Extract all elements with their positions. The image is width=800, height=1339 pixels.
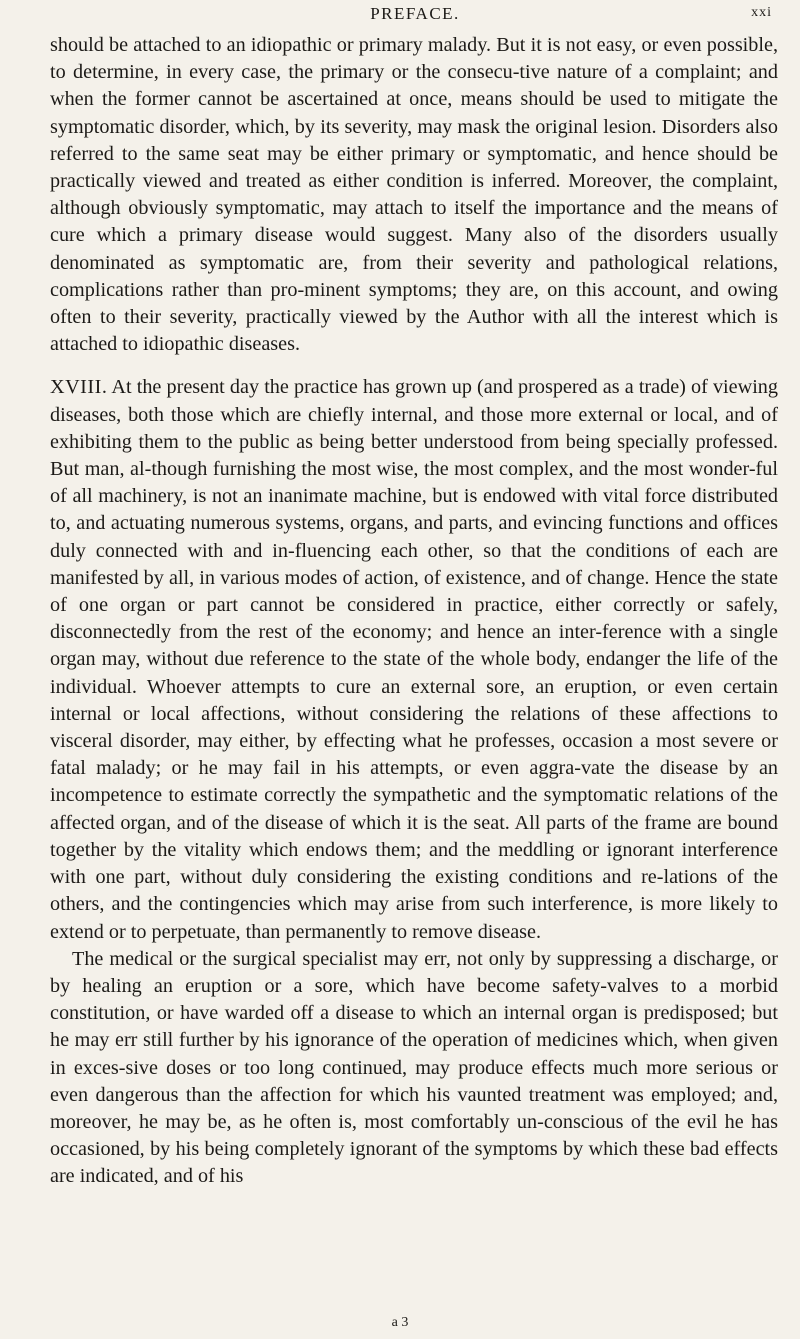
body-text [50,32,778,1191]
paragraph-continuation: should be attached to an idiopathic or primary malady. But it is not easy, or even possible, to determine, in every case, the primary or the consecu-tive nature of a complaint; and when the former cannot be ascertained at once, means should be used to mitigate the symptomatic disorder, which, by its severity, may mask the original lesion. Disorders also referred to the same seat may be either primary or symptomatic, and hence should be practically viewed and treated as either condition is inferred. Moreover, the complaint, although obviously symptomatic, may attach to itself the importance and the means of cure which a primary disease would suggest. Many also of the disorders usually denominated as symptomatic are, from their severity and pathological relations, complications rather than pro-minent symptoms; they are, on this account, and owing often to their severity, practically viewed by the Author with all the interest which is attached to idiopathic diseases. [50,34,778,356]
page-number: xxi [751,5,772,20]
signature-mark: a 3 [391,1315,409,1330]
page-header [50,4,780,28]
paragraph-specialist: The medical or the surgical specialist may err, not only by suppressing a discharge, or by healing an eruption or a sore, which have become safety-valves to a morbid constitution, or have warded off a disease to which an internal organ is predisposed; but he may err still further by his ignorance of the operation of medicines which, when given in exces-sive doses or too long continued, may produce effects much more serious or even dangerous than the affection for which his vaunted treatment was employed; and, moreover, he may be, as he often is, most comfortably un-conscious of the evil he has occasioned, by his being completely ignorant of the symptoms by which these bad effects are indicated, and of his [50,947,778,1188]
running-title: PREFACE. [370,4,460,23]
section-number: XVIII. [50,376,108,399]
section-text: At the present day the practice has grown up (and prospered as a trade) of viewing diseases, both those which are chiefly internal, and those more external or local, and of exhibiting them to the public as being better understood from being specially professed. But man, al-though furnishing the most wise, the most complex, and the most wonder-ful of all machinery, is not an inanimate machine, but is endowed with vital force distributed to, and actuating numerous systems, organs, and parts, and evincing functions and offices duly connected with and in-fluencing each other, so that the conditions of each are manifested by all, in various modes of action, of existence, and of change. Hence the state of one organ or part cannot be considered in practice, either correctly or safely, disconnectedly from the rest of the economy; and hence an inter-ference with a single organ may, without due reference to the state of the whole body, endanger the life of the individual. Whoever attempts to cure an external sore, an eruption, or even certain internal or local affections, without considering the relations of these affections to visceral disorder, may either, by effecting what he professes, occasion a most severe or fatal malady; or he may fail in his attempts, or even aggra-vate the disease by an incompetence to estimate correctly the sympathetic and the symptomatic relations of the affected organ, and of the disease of which it is the seat. All parts of the frame are bound together by the vitality which endows them; and the meddling or ignorant interference with one part, without duly considering the existing conditions and re-lations of the others, and the contingencies which may arise from such interference, is more likely to extend or to perpetuate, than permanently to remove disease. [50,376,778,943]
paragraph-section-xviii [50,374,778,945]
